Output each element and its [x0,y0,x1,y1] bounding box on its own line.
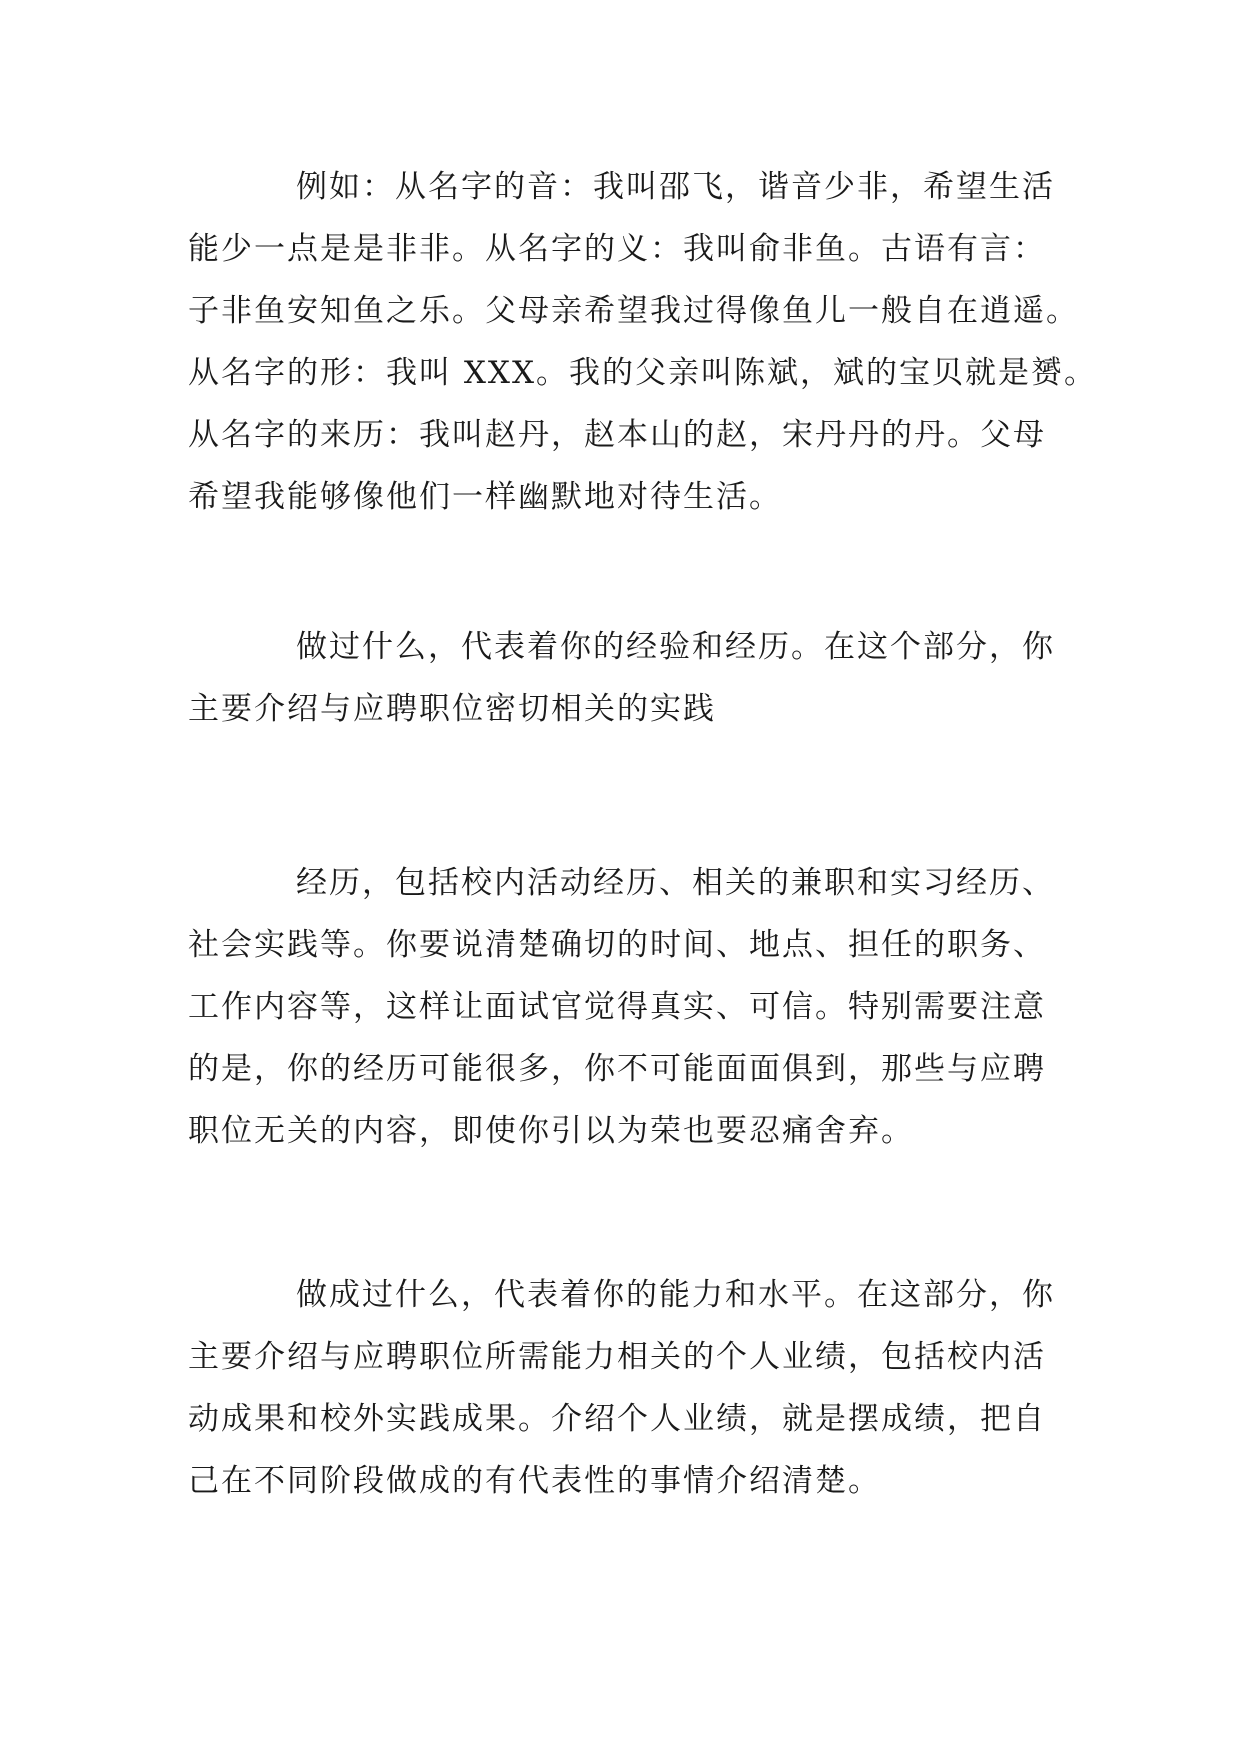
text-line: 主要介绍与应聘职位所需能力相关的个人业绩，包括校内活 [188,1339,1046,1375]
text-line: 希望我能够像他们一样幽默地对待生活。 [188,479,782,515]
paragraph-achievements [188,1264,1088,1512]
text-line: 工作内容等，这样让面试官觉得真实、可信。特别需要注意 [188,989,1046,1025]
paragraph-experience [188,852,1088,1162]
text-line: 做成过什么，代表着你的能力和水平。在这部分，你 [296,1277,1055,1313]
text-line: 从名字的形：我叫 XXX。我的父亲叫陈斌，斌的宝贝就是赟。 [188,355,1098,391]
text-line: 社会实践等。你要说清楚确切的时间、地点、担任的职务、 [188,927,1046,963]
text-line: 从名字的来历：我叫赵丹，赵本山的赵，宋丹丹的丹。父母 [188,417,1046,453]
text-line: 能少一点是是非非。从名字的义：我叫俞非鱼。古语有言： [188,231,1046,267]
text-line: 主要介绍与应聘职位密切相关的实践 [188,691,716,727]
text-line: 做过什么，代表着你的经验和经历。在这个部分，你 [296,629,1055,665]
text-line: 子非鱼安知鱼之乐。父母亲希望我过得像鱼儿一般自在逍遥。 [188,293,1079,329]
text-line: 例如：从名字的音：我叫邵飞，谐音少非，希望生活 [296,169,1055,205]
text-line: 的是，你的经历可能很多，你不可能面面俱到，那些与应聘 [188,1051,1046,1087]
paragraph-what-you-did [188,616,1088,740]
text-line: 经历，包括校内活动经历、相关的兼职和实习经历、 [296,865,1055,901]
text-line: 职位无关的内容，即使你引以为荣也要忍痛舍弃。 [188,1113,914,1149]
text-line: 动成果和校外实践成果。介绍个人业绩，就是摆成绩，把自 [188,1401,1046,1437]
text-line: 己在不同阶段做成的有代表性的事情介绍清楚。 [188,1463,881,1499]
paragraph-name-examples [188,156,1098,528]
